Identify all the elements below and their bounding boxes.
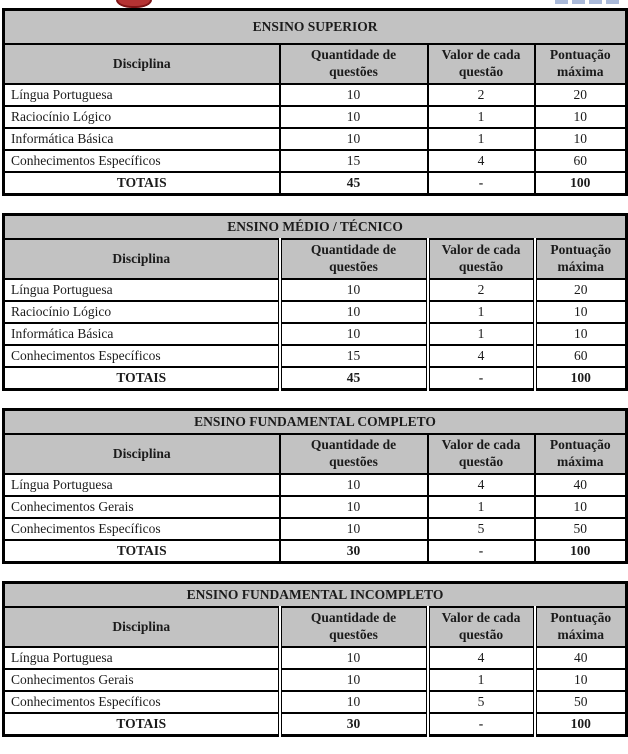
col-header-disciplina: Disciplina (4, 239, 280, 279)
table-row (4, 128, 627, 150)
col-header-pontuacao: Pontuação máxima (535, 44, 627, 84)
cell-quantidade: 10 (280, 496, 428, 518)
cell-totais-label: TOTAIS (4, 172, 280, 195)
col-header-quantidade: Quantidade de questões (280, 434, 428, 474)
col-header-disciplina: Disciplina (4, 434, 280, 474)
table-row (4, 150, 627, 172)
cell-totais-pontuacao: 100 (535, 540, 627, 563)
table-title-row (4, 410, 627, 435)
cell-quantidade: 10 (280, 128, 428, 150)
cell-quantidade: 10 (280, 301, 428, 323)
table-row (4, 691, 627, 713)
cell-quantidade: 10 (280, 323, 428, 345)
col-header-pontuacao: Pontuação máxima (535, 607, 627, 647)
cell-pontuacao: 10 (535, 669, 627, 691)
cell-valor: 4 (428, 474, 535, 496)
table-row (4, 301, 627, 323)
cell-valor: 5 (428, 518, 535, 540)
cell-pontuacao: 10 (535, 301, 627, 323)
cell-valor: 1 (428, 496, 535, 518)
cell-quantidade: 10 (280, 647, 428, 669)
col-header-valor: Valor de cada questão (428, 239, 535, 279)
cell-valor: 1 (428, 323, 535, 345)
table-ensino-superior (2, 8, 628, 196)
cell-totais-quantidade: 45 (280, 367, 428, 390)
cell-pontuacao: 20 (535, 84, 627, 106)
cell-disciplina: Conhecimentos Específicos (4, 150, 280, 172)
table-row (4, 518, 627, 540)
col-header-quantidade: Quantidade de questões (280, 239, 428, 279)
table-title-row (4, 583, 627, 608)
col-header-disciplina: Disciplina (4, 607, 280, 647)
table-row (4, 345, 627, 367)
cell-quantidade: 10 (280, 669, 428, 691)
blue-wordmark-chunk (555, 0, 568, 4)
table-row (4, 669, 627, 691)
cell-disciplina: Raciocínio Lógico (4, 106, 280, 128)
cell-valor: 4 (428, 150, 535, 172)
cell-totais-label: TOTAIS (4, 367, 280, 390)
table-row (4, 84, 627, 106)
cell-disciplina: Conhecimentos Gerais (4, 669, 280, 691)
cell-pontuacao: 60 (535, 150, 627, 172)
cell-pontuacao: 40 (535, 474, 627, 496)
cell-totais-label: TOTAIS (4, 540, 280, 563)
cell-disciplina: Informática Básica (4, 323, 280, 345)
cell-valor: 1 (428, 669, 535, 691)
cell-totais-valor: - (428, 713, 535, 736)
cell-totais-valor: - (428, 367, 535, 390)
cell-valor: 1 (428, 301, 535, 323)
table-title: ENSINO SUPERIOR (4, 10, 627, 45)
blue-wordmark-chunk (606, 0, 619, 4)
cell-quantidade: 15 (280, 345, 428, 367)
col-header-valor: Valor de cada questão (428, 44, 535, 84)
cell-pontuacao: 60 (535, 345, 627, 367)
cell-disciplina: Raciocínio Lógico (4, 301, 280, 323)
blue-wordmark-chunk (572, 0, 585, 4)
red-seal-logo-fragment (116, 0, 152, 8)
cell-pontuacao: 10 (535, 128, 627, 150)
cell-totais-pontuacao: 100 (535, 713, 627, 736)
col-header-quantidade: Quantidade de questões (280, 607, 428, 647)
cell-disciplina: Língua Portuguesa (4, 647, 280, 669)
cell-quantidade: 10 (280, 106, 428, 128)
cell-totais-quantidade: 45 (280, 172, 428, 195)
table-title: ENSINO MÉDIO / TÉCNICO (4, 215, 627, 240)
totals-row (4, 172, 627, 195)
cell-disciplina: Conhecimentos Específicos (4, 345, 280, 367)
table-row (4, 106, 627, 128)
table-row (4, 496, 627, 518)
table-row (4, 647, 627, 669)
cell-pontuacao: 10 (535, 496, 627, 518)
cell-pontuacao: 10 (535, 106, 627, 128)
cell-valor: 2 (428, 84, 535, 106)
column-header-row (4, 434, 627, 474)
table-title-row (4, 215, 627, 240)
cell-quantidade: 15 (280, 150, 428, 172)
col-header-pontuacao: Pontuação máxima (535, 434, 627, 474)
cell-disciplina: Língua Portuguesa (4, 279, 280, 301)
cell-totais-valor: - (428, 540, 535, 563)
cell-totais-pontuacao: 100 (535, 367, 627, 390)
totals-row (4, 540, 627, 563)
cell-disciplina: Conhecimentos Gerais (4, 496, 280, 518)
blue-wordmark-fragment (555, 0, 619, 4)
cell-valor: 4 (428, 647, 535, 669)
cell-pontuacao: 50 (535, 518, 627, 540)
blue-wordmark-chunk (589, 0, 602, 4)
table-row (4, 279, 627, 301)
cell-quantidade: 10 (280, 691, 428, 713)
table-title-row (4, 10, 627, 45)
cell-disciplina: Língua Portuguesa (4, 84, 280, 106)
cell-totais-valor: - (428, 172, 535, 195)
cell-disciplina: Informática Básica (4, 128, 280, 150)
cell-pontuacao: 10 (535, 323, 627, 345)
table-row (4, 474, 627, 496)
exam-tables-document (2, 8, 626, 754)
cell-disciplina: Conhecimentos Específicos (4, 691, 280, 713)
totals-row (4, 367, 627, 390)
totals-row (4, 713, 627, 736)
cell-valor: 5 (428, 691, 535, 713)
table-title: ENSINO FUNDAMENTAL COMPLETO (4, 410, 627, 435)
column-header-row (4, 44, 627, 84)
cell-quantidade: 10 (280, 279, 428, 301)
table-ensino-medio-tecnico (2, 213, 628, 391)
cell-disciplina: Língua Portuguesa (4, 474, 280, 496)
table-row (4, 323, 627, 345)
cell-pontuacao: 50 (535, 691, 627, 713)
col-header-valor: Valor de cada questão (428, 607, 535, 647)
table-ensino-fundamental-incompleto (2, 581, 628, 737)
cell-quantidade: 10 (280, 474, 428, 496)
column-header-row (4, 607, 627, 647)
column-header-row (4, 239, 627, 279)
col-header-pontuacao: Pontuação máxima (535, 239, 627, 279)
table-title: ENSINO FUNDAMENTAL INCOMPLETO (4, 583, 627, 608)
cell-totais-quantidade: 30 (280, 540, 428, 563)
cell-valor: 1 (428, 128, 535, 150)
table-ensino-fundamental-completo (2, 408, 628, 564)
cell-valor: 1 (428, 106, 535, 128)
cell-totais-quantidade: 30 (280, 713, 428, 736)
cell-quantidade: 10 (280, 518, 428, 540)
cell-totais-label: TOTAIS (4, 713, 280, 736)
cell-totais-pontuacao: 100 (535, 172, 627, 195)
col-header-valor: Valor de cada questão (428, 434, 535, 474)
cell-valor: 4 (428, 345, 535, 367)
cell-pontuacao: 40 (535, 647, 627, 669)
cell-valor: 2 (428, 279, 535, 301)
cell-quantidade: 10 (280, 84, 428, 106)
cell-pontuacao: 20 (535, 279, 627, 301)
col-header-disciplina: Disciplina (4, 44, 280, 84)
col-header-quantidade: Quantidade de questões (280, 44, 428, 84)
cell-disciplina: Conhecimentos Específicos (4, 518, 280, 540)
